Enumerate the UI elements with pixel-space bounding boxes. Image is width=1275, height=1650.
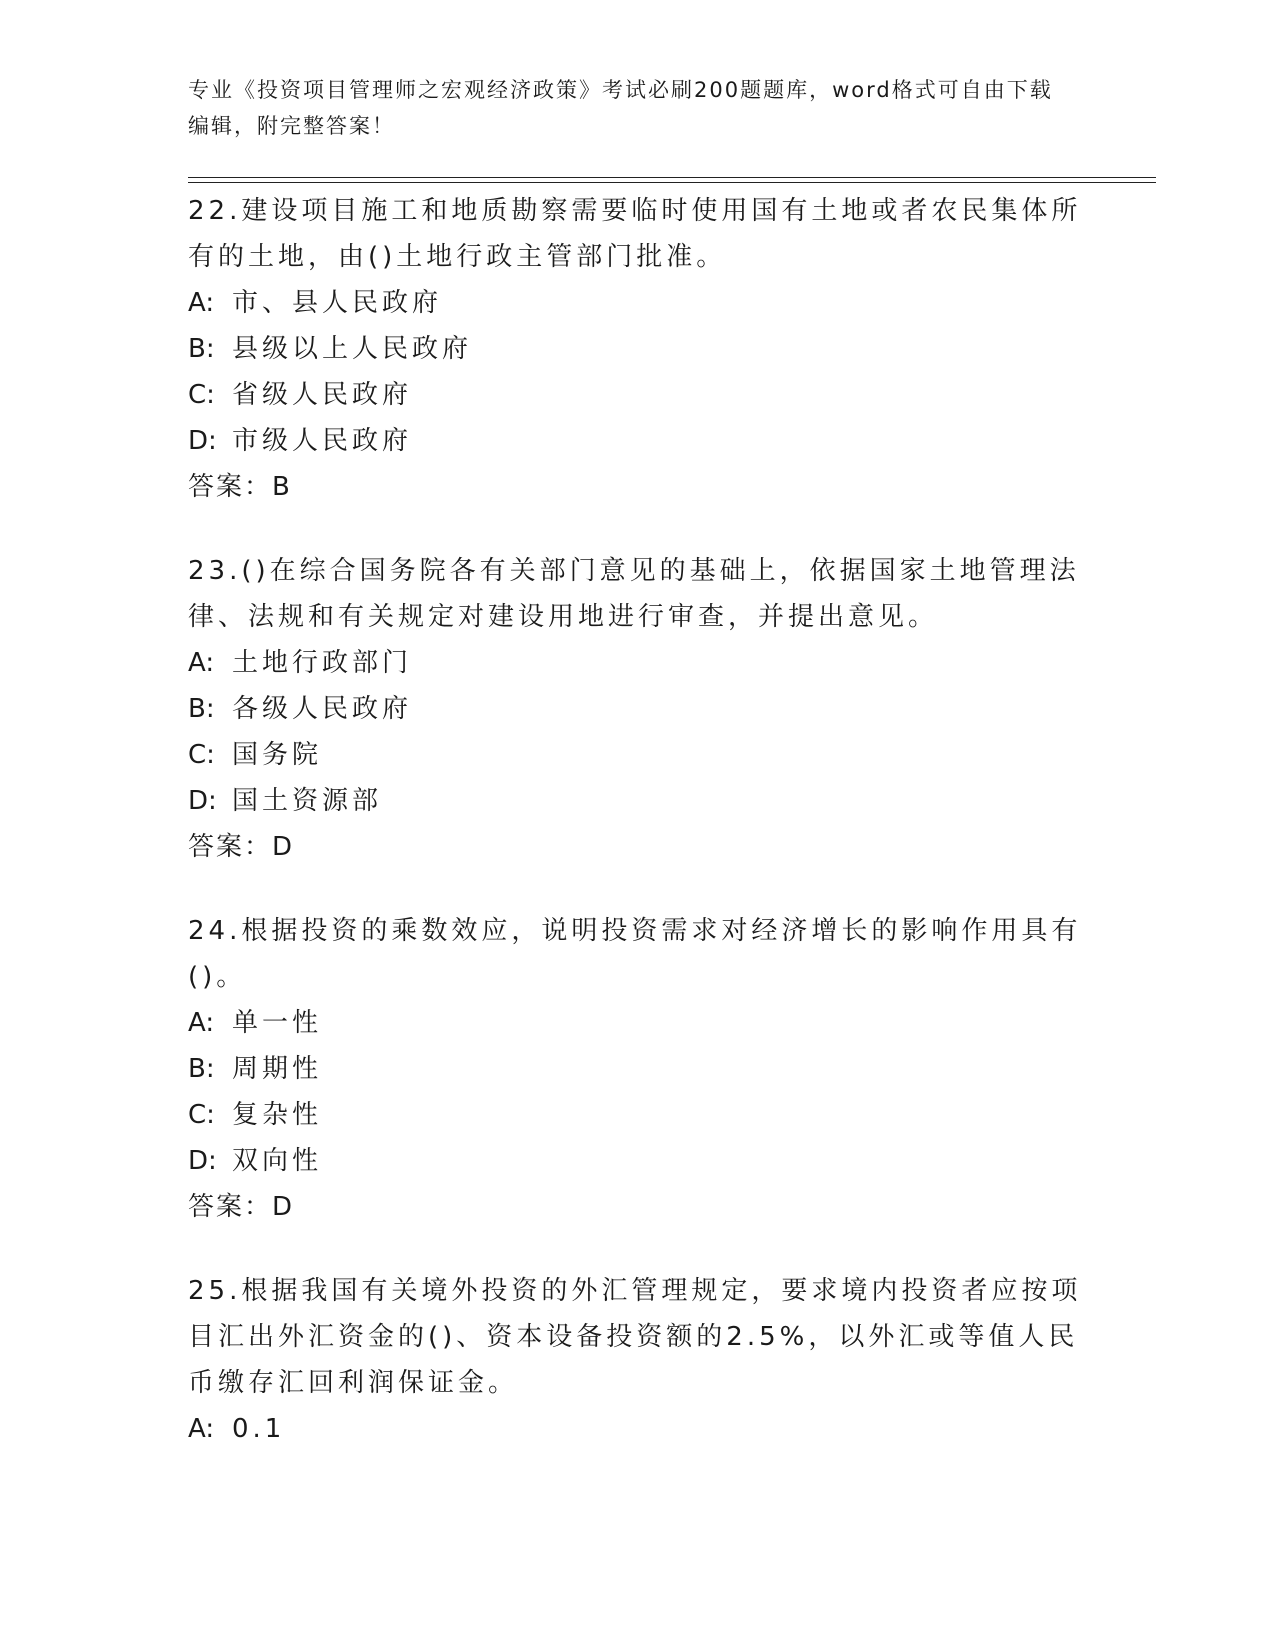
option-text: 土地行政部门 — [232, 648, 413, 678]
option-b — [188, 686, 1088, 732]
option-d — [188, 778, 1088, 824]
option-a — [188, 1406, 1088, 1452]
option-b — [188, 326, 1088, 372]
option-text: 国务院 — [232, 740, 323, 770]
option-text: 单一性 — [232, 1008, 323, 1038]
option-text: 市级人民政府 — [232, 426, 413, 456]
question-text: 23.()在综合国务院各有关部门意见的基础上，依据国家土地管理法律、法规和有关规定对建设用地进行审查，并提出意见。 — [188, 556, 1080, 632]
option-key: D: — [188, 786, 217, 816]
option-key: C: — [188, 740, 215, 770]
option-key: D: — [188, 1146, 217, 1176]
answer: 答案：D — [188, 832, 295, 862]
option-d — [188, 418, 1088, 464]
question-text: 25.根据我国有关境外投资的外汇管理规定，要求境内投资者应按项目汇出外汇资金的()、资本设备投资额的2.5%，以外汇或等值人民币缴存汇回利润保证金。 — [188, 1276, 1082, 1398]
header-divider-top — [188, 177, 1156, 178]
question-list — [188, 188, 1088, 1490]
question-22 — [188, 188, 1088, 510]
option-text: 国土资源部 — [232, 786, 383, 816]
option-text: 省级人民政府 — [232, 380, 413, 410]
option-a — [188, 1000, 1088, 1046]
option-text: 双向性 — [232, 1146, 323, 1176]
option-key: B: — [188, 1054, 215, 1084]
option-c — [188, 372, 1088, 418]
option-key: C: — [188, 380, 215, 410]
option-b — [188, 1046, 1088, 1092]
answer: 答案：B — [188, 472, 292, 502]
option-key: C: — [188, 1100, 215, 1130]
question-text: 24.根据投资的乘数效应，说明投资需求对经济增长的影响作用具有()。 — [188, 916, 1082, 992]
option-a — [188, 640, 1088, 686]
option-key: B: — [188, 334, 215, 364]
answer: 答案：D — [188, 1192, 295, 1222]
question-23 — [188, 548, 1088, 870]
option-text: 复杂性 — [232, 1100, 323, 1130]
option-key: A: — [188, 1414, 215, 1444]
option-text: 县级以上人民政府 — [232, 334, 473, 364]
option-key: A: — [188, 288, 215, 318]
option-key: B: — [188, 694, 215, 724]
option-key: D: — [188, 426, 217, 456]
option-c — [188, 1092, 1088, 1138]
option-a — [188, 280, 1088, 326]
question-24 — [188, 908, 1088, 1230]
option-text: 市、县人民政府 — [232, 288, 443, 318]
option-text: 周期性 — [232, 1054, 323, 1084]
option-c — [188, 732, 1088, 778]
header-divider-bottom — [188, 182, 1156, 183]
option-key: A: — [188, 1008, 215, 1038]
question-25 — [188, 1268, 1088, 1452]
document-header: 专业《投资项目管理师之宏观经济政策》考试必刷200题题库，word格式可自由下载编辑，附完整答案！ — [188, 78, 1053, 138]
option-text: 各级人民政府 — [232, 694, 413, 724]
option-key: A: — [188, 648, 215, 678]
option-d — [188, 1138, 1088, 1184]
question-text: 22.建设项目施工和地质勘察需要临时使用国有土地或者农民集体所有的土地，由()土地行政主管部门批准。 — [188, 196, 1082, 272]
option-text: 0.1 — [232, 1414, 286, 1444]
